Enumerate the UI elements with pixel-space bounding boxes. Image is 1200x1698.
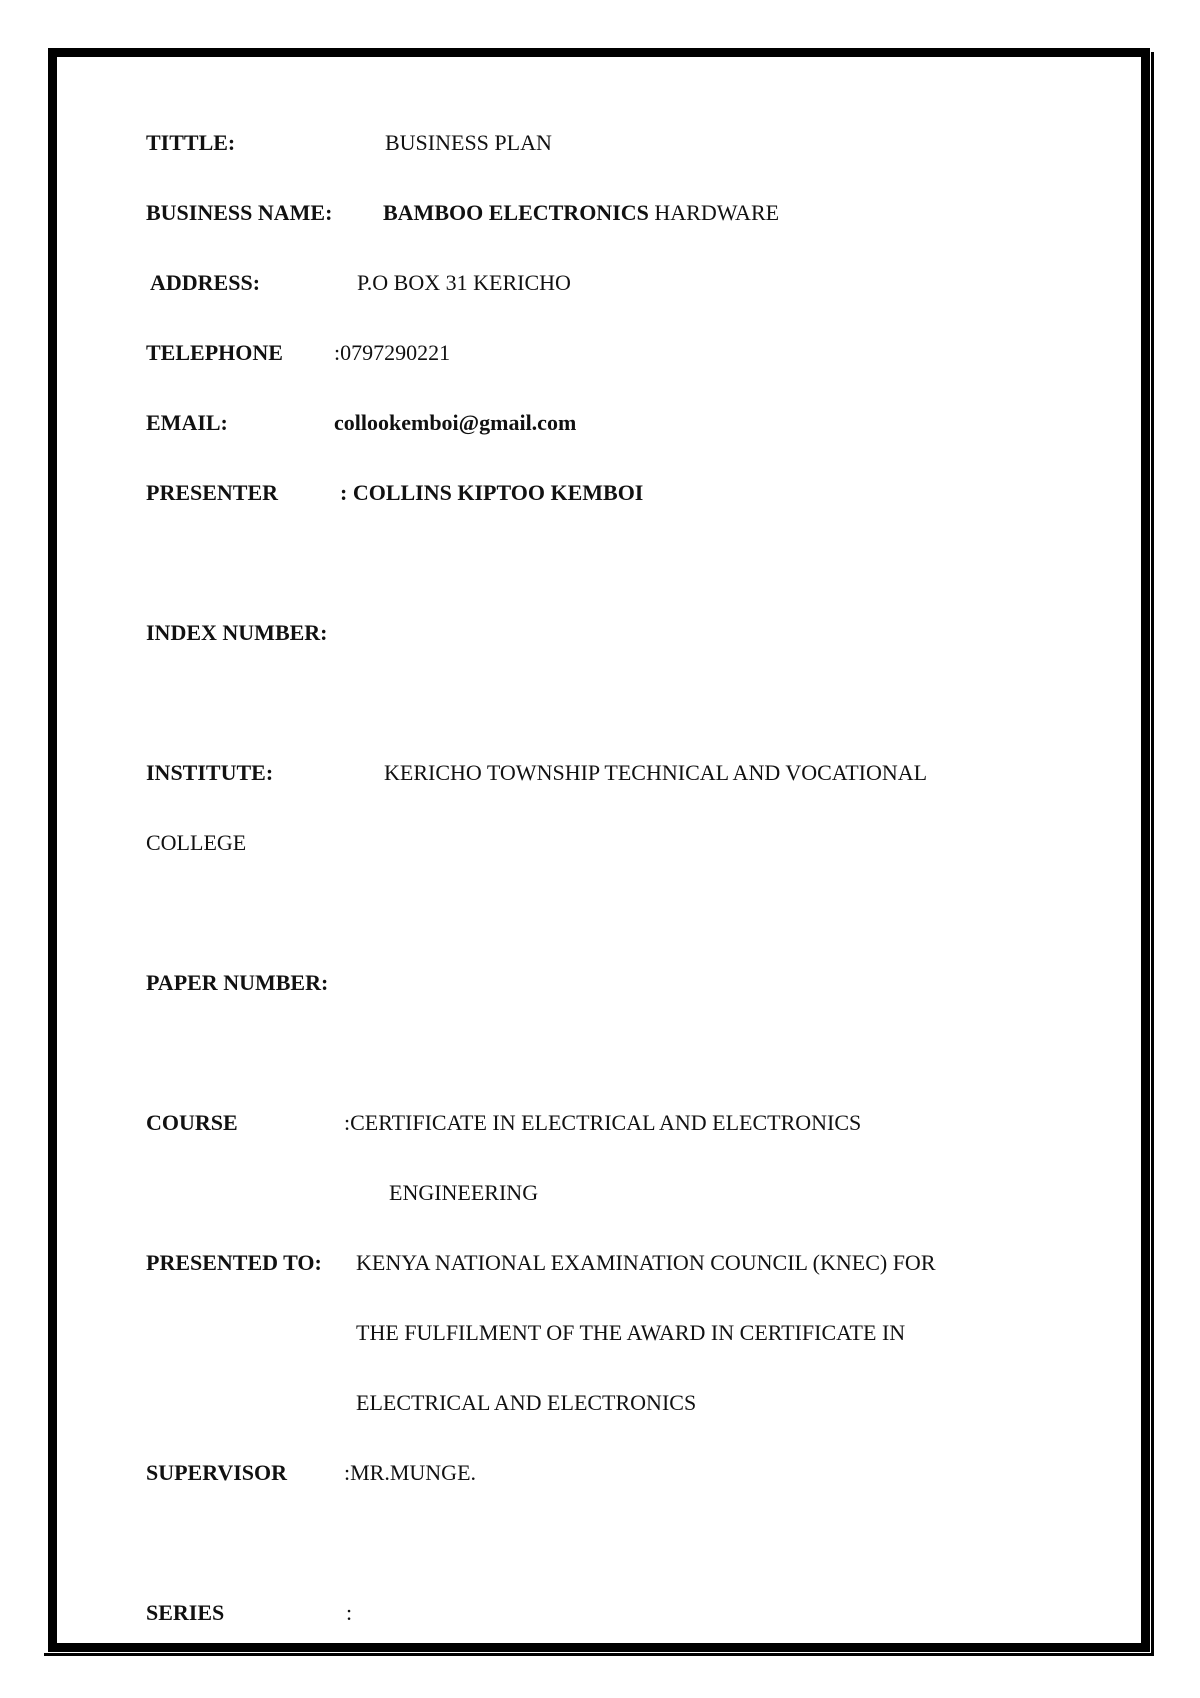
index-number-label: INDEX NUMBER: bbox=[146, 620, 328, 645]
presenter-value: : COLLINS KIPTOO KEMBOI bbox=[340, 480, 644, 505]
series-value: : bbox=[346, 1600, 353, 1625]
course-value-line2: ENGINEERING bbox=[389, 1180, 539, 1205]
supervisor-value: :MR.MUNGE. bbox=[344, 1460, 477, 1485]
title-label: TITTLE: bbox=[146, 130, 236, 155]
presenter-label: PRESENTER bbox=[146, 480, 279, 505]
presented-to-label: PRESENTED TO: bbox=[146, 1250, 322, 1275]
supervisor-label: SUPERVISOR bbox=[146, 1460, 288, 1485]
series-label: SERIES bbox=[146, 1600, 225, 1625]
address-label: ADDRESS: bbox=[150, 270, 261, 295]
paper-number-label: PAPER NUMBER: bbox=[146, 970, 329, 995]
email-label: EMAIL: bbox=[146, 410, 228, 435]
business-name-bold: BAMBOO ELECTRONICS bbox=[383, 200, 649, 225]
presented-to-line1: KENYA NATIONAL EXAMINATION COUNCIL (KNEC) FOR bbox=[356, 1250, 936, 1275]
title-value: BUSINESS PLAN bbox=[385, 130, 552, 155]
presented-to-line3: ELECTRICAL AND ELECTRONICS bbox=[356, 1390, 697, 1415]
business-name-label: BUSINESS NAME: bbox=[146, 200, 333, 225]
course-value-line1: :CERTIFICATE IN ELECTRICAL AND ELECTRONICS bbox=[344, 1110, 862, 1135]
institute-value-line1: KERICHO TOWNSHIP TECHNICAL AND VOCATIONAL bbox=[384, 760, 928, 785]
course-label: COURSE bbox=[146, 1110, 238, 1135]
presented-to-line2: THE FULFILMENT OF THE AWARD IN CERTIFICATE IN bbox=[356, 1320, 906, 1345]
business-name-value bbox=[383, 200, 779, 226]
institute-label: INSTITUTE: bbox=[146, 760, 274, 785]
business-name-rest: HARDWARE bbox=[654, 200, 780, 225]
email-value: collookemboi@gmail.com bbox=[334, 410, 577, 435]
institute-value-line2: COLLEGE bbox=[146, 830, 247, 855]
telephone-label: TELEPHONE bbox=[146, 340, 283, 365]
telephone-value: :0797290221 bbox=[334, 340, 451, 365]
address-value: P.O BOX 31 KERICHO bbox=[357, 270, 571, 295]
